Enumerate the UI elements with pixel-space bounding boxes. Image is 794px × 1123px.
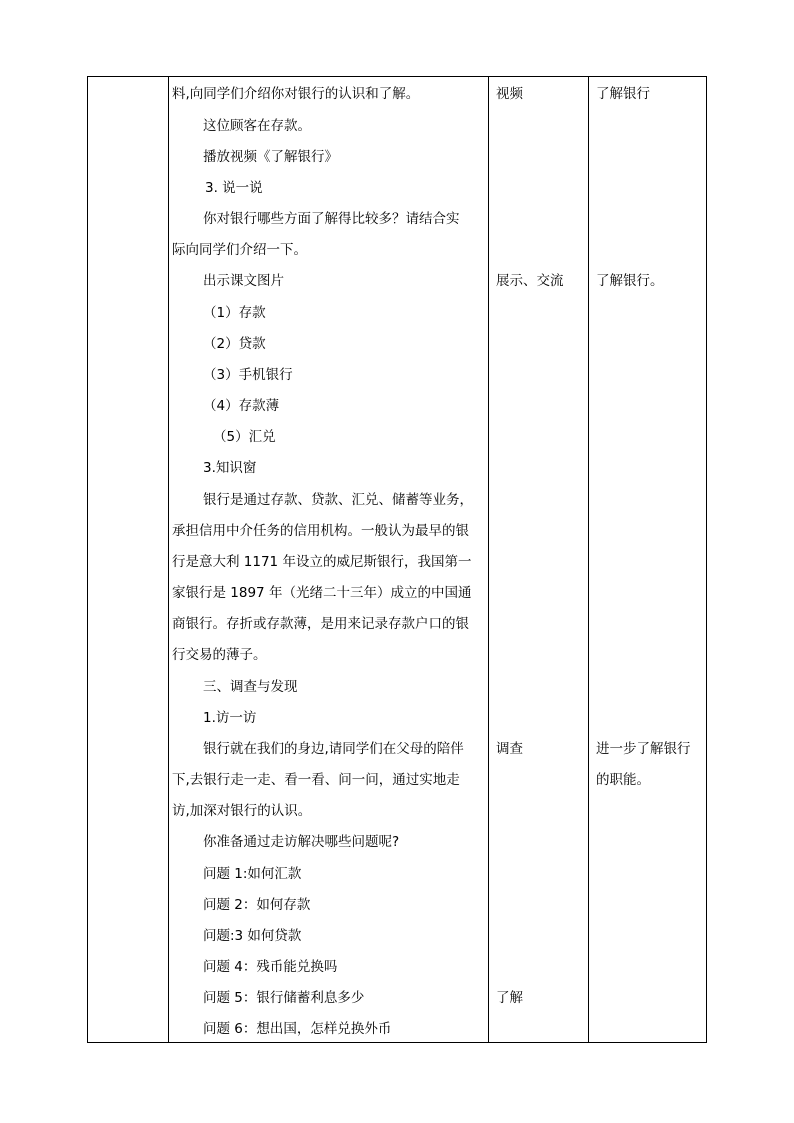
content-line: 问题 2：如何存款 xyxy=(203,897,311,913)
content-line: 三、调查与发现 xyxy=(203,679,298,695)
design-intent-column xyxy=(589,77,706,1042)
student-activity-column xyxy=(489,77,587,1042)
content-line: 问题 1:如何汇款 xyxy=(203,866,302,882)
design-intent: 进一步了解银行 xyxy=(596,741,691,757)
content-line: 际向同学们介绍一下。 xyxy=(172,242,307,258)
design-intent: 了解银行 xyxy=(596,86,650,102)
content-line: 问题 6：想出国，怎样兑换外币 xyxy=(203,1021,392,1037)
content-line: 料,向同学们介绍你对银行的认识和了解。 xyxy=(172,86,420,102)
student-activity: 展示、交流 xyxy=(496,273,564,289)
content-line: （2）贷款 xyxy=(203,336,266,352)
content-line: 问题:3 如何贷款 xyxy=(203,928,302,944)
content-line: 你准备通过走访解决哪些问题呢? xyxy=(203,834,400,850)
student-activity: 调查 xyxy=(496,741,523,757)
content-line: 3.知识窗 xyxy=(203,460,257,476)
content-line: 这位顾客在存款。 xyxy=(203,118,311,134)
design-intent: 了解银行。 xyxy=(596,273,664,289)
content-line: 承担信用中介任务的信用机构。一般认为最早的银 xyxy=(172,523,469,539)
content-line: （4）存款薄 xyxy=(203,398,280,414)
content-line: 行交易的薄子。 xyxy=(172,647,267,663)
content-line: 问题 4：残币能兑换吗 xyxy=(203,959,338,975)
content-line: 1.访一访 xyxy=(203,710,257,726)
content-line: 你对银行哪些方面了解得比较多？请结合实 xyxy=(203,211,460,227)
lesson-plan-table xyxy=(87,76,707,1043)
content-line: 行是意大利 1171 年设立的威尼斯银行，我国第一 xyxy=(172,554,472,570)
content-line: 问题 5：银行储蓄利息多少 xyxy=(203,990,365,1006)
content-line: 访,加深对银行的认识。 xyxy=(172,803,312,819)
content-line: 下,去银行走一走、看一看、问一问，通过实地走 xyxy=(172,772,460,788)
content-line: 播放视频《了解银行》 xyxy=(203,149,338,165)
content-line: 3. 说一说 xyxy=(205,180,263,196)
content-line: 出示课文图片 xyxy=(203,273,284,289)
student-activity: 了解 xyxy=(496,990,523,1006)
content-line: 银行就在我们的身边,请同学们在父母的陪伴 xyxy=(203,741,464,757)
content-line: 商银行。存折或存款薄，是用来记录存款户口的银 xyxy=(172,616,469,632)
student-activity: 视频 xyxy=(496,86,523,102)
content-line: （5）汇兑 xyxy=(213,429,276,445)
teaching-content-column xyxy=(169,77,487,1042)
design-intent: 的职能。 xyxy=(596,772,650,788)
label-column xyxy=(88,77,168,1042)
content-line: 家银行是 1897 年（光绪二十三年）成立的中国通 xyxy=(172,585,472,601)
content-line: （3）手机银行 xyxy=(203,367,293,383)
content-line: 银行是通过存款、贷款、汇兑、储蓄等业务， xyxy=(203,492,473,508)
content-line: （1）存款 xyxy=(203,305,266,321)
